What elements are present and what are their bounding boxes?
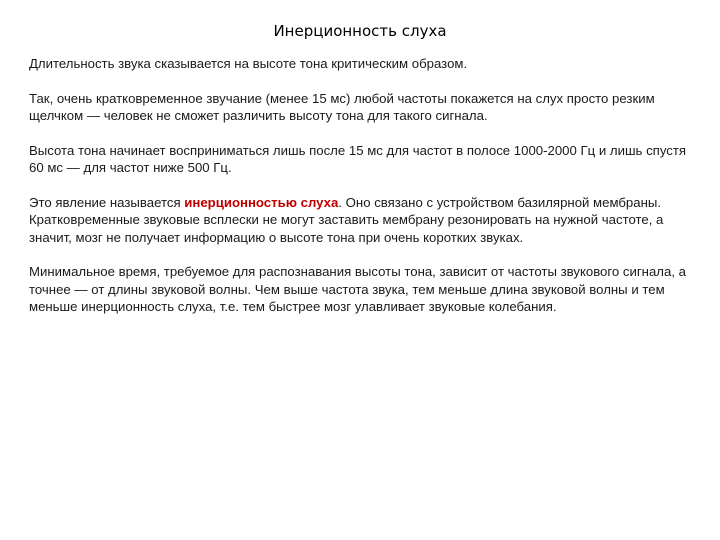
slide-body: [29, 55, 697, 333]
term-highlight: инерционностью слуха: [184, 194, 339, 210]
paragraph-inertia-lead: Это явление называется: [29, 194, 185, 210]
paragraph-inertia-rest: . Оно связано с устройством базилярной мембраны. Кратковременные звуковые всплески не могут заставить мембрану резонировать на нужной частоте, а значит, мозг не получает информацию о высоте тона при очень коротких звуках.: [29, 194, 664, 245]
paragraph-minimum-time: Минимальное время, требуемое для распознавания высоты тона, зависит от частоты звукового сигнала, а точнее — от длины звуковой волны. Чем выше частота звука, тем меньше длина звуковой волны и тем меньше инерционность слуха, т.е. тем быстрее мозг улавливает звуковые колебания.: [29, 264, 686, 314]
paragraph-click: Так, очень кратковременное звучание (менее 15 мс) любой частоты покажется на слух просто резким щелчком — человек не сможет различить высоту тона для такого сигнала.: [29, 90, 655, 123]
paragraph-pitch-perception: Высота тона начинает восприниматься лишь после 15 мс для частот в полосе 1000-2000 Гц и лишь спустя 60 мс — для частот ниже 500 Гц.: [29, 142, 687, 175]
paragraph-inertia: [29, 194, 697, 247]
paragraph-duration: Длительность звука сказывается на высоте тона критическим образом.: [29, 56, 468, 71]
slide-title: Инерционность слуха: [273, 22, 447, 40]
